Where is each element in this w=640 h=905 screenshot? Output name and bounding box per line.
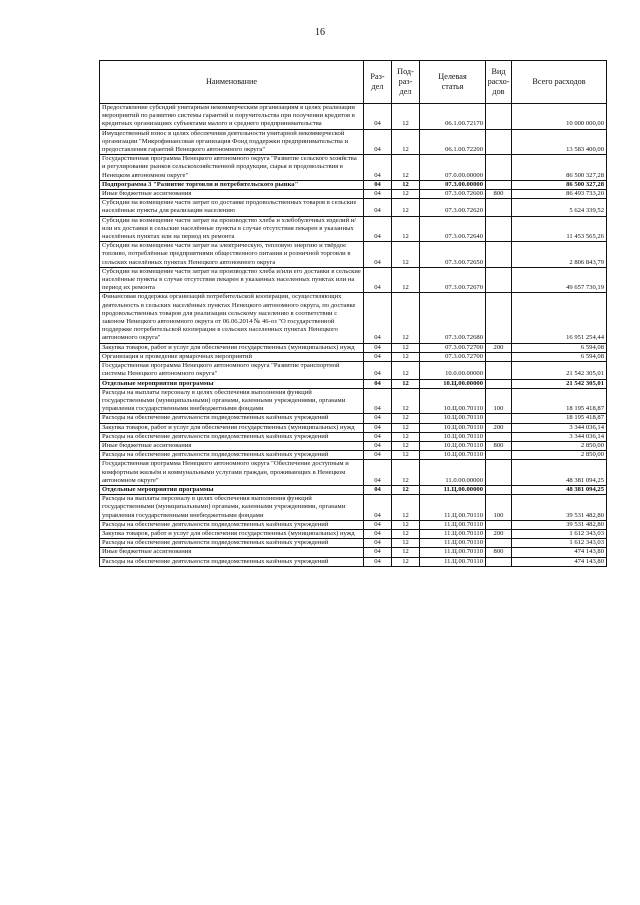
table-row bbox=[100, 190, 607, 199]
row-name-cell: Отдельные мероприятия программы bbox=[100, 485, 364, 494]
row-name-cell: Государственная программа Ненецкого автономного округа "Обеспечение доступным и комфортным жильём и коммунальными услугами граждан, проживающих в Ненецком автономном округе" bbox=[100, 460, 364, 486]
table-row bbox=[100, 267, 607, 293]
row-total-cell: 18 195 418,87 bbox=[512, 414, 607, 423]
row-name-cell: Имущественный взнос в целях обеспечения деятельности унитарной некоммерческой организации "Микрофинансовая организация Фонд поддержки предпринимательства и предоставления гарантий Ненецкого автономного округа" bbox=[100, 129, 364, 155]
row-target-cell: 07.3.00.72700 bbox=[420, 343, 486, 352]
table-row bbox=[100, 423, 607, 432]
row-target-cell: 11.Ц.00.70110 bbox=[420, 529, 486, 538]
row-total-cell: 3 344 036,14 bbox=[512, 423, 607, 432]
row-podrazdel-cell: 12 bbox=[392, 520, 420, 529]
row-total-cell: 16 951 254,44 bbox=[512, 293, 607, 343]
row-name-cell: Расходы на обеспечение деятельности подведомственных казённых учреждений bbox=[100, 557, 364, 566]
column-header-podrazdel: Под- раз- дел bbox=[392, 61, 420, 104]
column-header-target: Целевая статья bbox=[420, 61, 486, 104]
row-razdel-cell: 04 bbox=[364, 520, 392, 529]
row-razdel-cell: 04 bbox=[364, 293, 392, 343]
row-total-cell: 86 500 327,28 bbox=[512, 180, 607, 189]
row-vid-cell bbox=[486, 267, 512, 293]
row-podrazdel-cell: 12 bbox=[392, 557, 420, 566]
row-total-cell: 86 493 733,20 bbox=[512, 190, 607, 199]
table-row bbox=[100, 432, 607, 441]
row-target-cell: 10.Ц.00.70110 bbox=[420, 414, 486, 423]
table-row bbox=[100, 379, 607, 388]
table-row bbox=[100, 242, 607, 268]
row-name-cell: Закупка товаров, работ и услуг для обеспечения государственных (муниципальных) нужд bbox=[100, 343, 364, 352]
row-total-cell: 11 453 565,26 bbox=[512, 216, 607, 242]
row-podrazdel-cell: 12 bbox=[392, 242, 420, 268]
row-podrazdel-cell: 12 bbox=[392, 129, 420, 155]
row-podrazdel-cell: 12 bbox=[392, 485, 420, 494]
row-razdel-cell: 04 bbox=[364, 180, 392, 189]
row-target-cell: 11.0.00.00000 bbox=[420, 460, 486, 486]
table-row bbox=[100, 414, 607, 423]
row-total-cell: 474 143,80 bbox=[512, 548, 607, 557]
table-row bbox=[100, 104, 607, 130]
row-podrazdel-cell: 12 bbox=[392, 495, 420, 521]
row-podrazdel-cell: 12 bbox=[392, 352, 420, 361]
row-name-cell: Субсидии на возмещение части затрат на производство хлеба и хлебобулочных изделий и/или их доставки в сельские населённые пункты в случае отсутствия пекарен в указанных населённых пунктах или на период их ремонта bbox=[100, 216, 364, 242]
table-row bbox=[100, 362, 607, 379]
table-row bbox=[100, 343, 607, 352]
row-vid-cell: 800 bbox=[486, 190, 512, 199]
row-vid-cell: 100 bbox=[486, 495, 512, 521]
row-podrazdel-cell: 12 bbox=[392, 460, 420, 486]
row-vid-cell bbox=[486, 216, 512, 242]
row-total-cell: 6 594,08 bbox=[512, 352, 607, 361]
row-vid-cell bbox=[486, 485, 512, 494]
row-vid-cell bbox=[486, 155, 512, 181]
row-vid-cell: 200 bbox=[486, 423, 512, 432]
row-podrazdel-cell: 12 bbox=[392, 293, 420, 343]
row-vid-cell bbox=[486, 199, 512, 216]
row-vid-cell bbox=[486, 180, 512, 189]
row-vid-cell bbox=[486, 451, 512, 460]
row-podrazdel-cell: 12 bbox=[392, 362, 420, 379]
table-row bbox=[100, 495, 607, 521]
row-total-cell: 5 624 339,52 bbox=[512, 199, 607, 216]
row-podrazdel-cell: 12 bbox=[392, 190, 420, 199]
row-target-cell: 11.Ц.00.70110 bbox=[420, 520, 486, 529]
row-total-cell: 1 612 343,03 bbox=[512, 529, 607, 538]
row-razdel-cell: 04 bbox=[364, 548, 392, 557]
table-row bbox=[100, 520, 607, 529]
row-razdel-cell: 04 bbox=[364, 441, 392, 450]
table-row bbox=[100, 216, 607, 242]
row-podrazdel-cell: 12 bbox=[392, 267, 420, 293]
row-vid-cell bbox=[486, 557, 512, 566]
row-razdel-cell: 04 bbox=[364, 529, 392, 538]
row-podrazdel-cell: 12 bbox=[392, 529, 420, 538]
row-name-cell: Иные бюджетные ассигнования bbox=[100, 190, 364, 199]
row-podrazdel-cell: 12 bbox=[392, 379, 420, 388]
row-podrazdel-cell: 12 bbox=[392, 432, 420, 441]
row-podrazdel-cell: 12 bbox=[392, 199, 420, 216]
row-podrazdel-cell: 12 bbox=[392, 180, 420, 189]
row-target-cell: 11.Ц.00.70110 bbox=[420, 539, 486, 548]
row-razdel-cell: 04 bbox=[364, 242, 392, 268]
column-header-name: Наименование bbox=[100, 61, 364, 104]
row-name-cell: Подпрограмма 3 "Развитие торговли и потребительского рынка" bbox=[100, 180, 364, 189]
row-name-cell: Закупка товаров, работ и услуг для обеспечения государственных (муниципальных) нужд bbox=[100, 423, 364, 432]
row-name-cell: Предоставление субсидий унитарным некоммерческим организациям в целях реализации мероприятий по развитию системы гарантий и поручительства при получении кредитов в кредитных организациях субъектами малого и среднего предпринимательства bbox=[100, 104, 364, 130]
row-name-cell: Закупка товаров, работ и услуг для обеспечения государственных (муниципальных) нужд bbox=[100, 529, 364, 538]
row-total-cell: 1 612 343,03 bbox=[512, 539, 607, 548]
row-name-cell: Субсидии на возмещение части затрат на производство хлеба и/или его доставки в сельские населённые пункты в случае отсутствия пекарен в указанных населенных пунктах или на период их ремонта bbox=[100, 267, 364, 293]
column-header-vid: Вид расхо- дов bbox=[486, 61, 512, 104]
row-total-cell: 13 583 400,00 bbox=[512, 129, 607, 155]
row-target-cell: 11.Ц.00.70110 bbox=[420, 548, 486, 557]
row-total-cell: 2 850,00 bbox=[512, 441, 607, 450]
row-vid-cell bbox=[486, 432, 512, 441]
row-vid-cell bbox=[486, 129, 512, 155]
table-row bbox=[100, 557, 607, 566]
row-razdel-cell: 04 bbox=[364, 451, 392, 460]
row-vid-cell: 800 bbox=[486, 441, 512, 450]
table-row bbox=[100, 155, 607, 181]
row-vid-cell: 200 bbox=[486, 529, 512, 538]
row-name-cell: Иные бюджетные ассигнования bbox=[100, 441, 364, 450]
row-razdel-cell: 04 bbox=[364, 190, 392, 199]
row-podrazdel-cell: 12 bbox=[392, 388, 420, 414]
row-total-cell: 2 806 843,79 bbox=[512, 242, 607, 268]
row-target-cell: 07.3.00.00000 bbox=[420, 180, 486, 189]
row-vid-cell: 800 bbox=[486, 548, 512, 557]
row-name-cell: Расходы на обеспечение деятельности подведомственных казённых учреждений bbox=[100, 432, 364, 441]
row-vid-cell bbox=[486, 414, 512, 423]
row-name-cell: Субсидии на возмещение части затрат на электрическую, тепловую энергию и твёрдое топливо, потреблённые предприятиями общественного питания и розничной торговли в сельских населённых пунктах Ненецкого автономного округа bbox=[100, 242, 364, 268]
row-vid-cell bbox=[486, 293, 512, 343]
row-vid-cell bbox=[486, 539, 512, 548]
row-name-cell: Расходы на выплаты персоналу в целях обеспечения выполнения функций государственными (муниципальными) органами, казенными учреждениями, органами управления государственными внебюджетными фондами bbox=[100, 388, 364, 414]
row-name-cell: Отдельные мероприятия программы bbox=[100, 379, 364, 388]
row-podrazdel-cell: 12 bbox=[392, 104, 420, 130]
row-razdel-cell: 04 bbox=[364, 539, 392, 548]
row-target-cell: 06.1.00.72170 bbox=[420, 104, 486, 130]
table-row bbox=[100, 485, 607, 494]
row-vid-cell: 100 bbox=[486, 388, 512, 414]
row-name-cell: Расходы на обеспечение деятельности подведомственных казённых учреждений bbox=[100, 520, 364, 529]
row-podrazdel-cell: 12 bbox=[392, 548, 420, 557]
row-target-cell: 07.3.00.72640 bbox=[420, 216, 486, 242]
row-target-cell: 10.Ц.00.70110 bbox=[420, 388, 486, 414]
row-podrazdel-cell: 12 bbox=[392, 155, 420, 181]
column-header-razdel: Раз- дел bbox=[364, 61, 392, 104]
row-target-cell: 06.1.00.72200 bbox=[420, 129, 486, 155]
row-razdel-cell: 04 bbox=[364, 155, 392, 181]
row-podrazdel-cell: 12 bbox=[392, 216, 420, 242]
row-razdel-cell: 04 bbox=[364, 423, 392, 432]
table-row bbox=[100, 352, 607, 361]
row-target-cell: 07.3.00.72680 bbox=[420, 293, 486, 343]
table-header-row bbox=[100, 61, 607, 104]
row-razdel-cell: 04 bbox=[364, 362, 392, 379]
row-razdel-cell: 04 bbox=[364, 485, 392, 494]
row-razdel-cell: 04 bbox=[364, 199, 392, 216]
row-razdel-cell: 04 bbox=[364, 267, 392, 293]
row-razdel-cell: 04 bbox=[364, 379, 392, 388]
row-total-cell: 86 500 327,28 bbox=[512, 155, 607, 181]
row-razdel-cell: 04 bbox=[364, 388, 392, 414]
row-podrazdel-cell: 12 bbox=[392, 539, 420, 548]
row-podrazdel-cell: 12 bbox=[392, 441, 420, 450]
row-target-cell: 10.Ц.00.00000 bbox=[420, 379, 486, 388]
row-podrazdel-cell: 12 bbox=[392, 343, 420, 352]
row-total-cell: 21 542 305,01 bbox=[512, 379, 607, 388]
row-razdel-cell: 04 bbox=[364, 216, 392, 242]
row-razdel-cell: 04 bbox=[364, 352, 392, 361]
row-target-cell: 07.3.00.72670 bbox=[420, 267, 486, 293]
row-razdel-cell: 04 bbox=[364, 414, 392, 423]
table-row bbox=[100, 441, 607, 450]
row-total-cell: 48 381 094,25 bbox=[512, 485, 607, 494]
row-total-cell: 6 594,08 bbox=[512, 343, 607, 352]
row-target-cell: 07.0.00.00000 bbox=[420, 155, 486, 181]
row-target-cell: 10.0.00.00000 bbox=[420, 362, 486, 379]
table-row bbox=[100, 180, 607, 189]
row-vid-cell: 200 bbox=[486, 343, 512, 352]
row-target-cell: 07.3.00.72650 bbox=[420, 242, 486, 268]
row-target-cell: 10.Ц.00.70110 bbox=[420, 423, 486, 432]
table-row bbox=[100, 388, 607, 414]
page-number: 16 bbox=[315, 27, 325, 38]
row-target-cell: 10.Ц.00.70110 bbox=[420, 451, 486, 460]
row-vid-cell bbox=[486, 104, 512, 130]
row-name-cell: Субсидии на возмещение части затрат по доставке продовольственных товаров в сельские населённые пункты для реализации населению bbox=[100, 199, 364, 216]
row-total-cell: 21 542 305,01 bbox=[512, 362, 607, 379]
row-total-cell: 18 195 418,87 bbox=[512, 388, 607, 414]
row-podrazdel-cell: 12 bbox=[392, 451, 420, 460]
row-target-cell: 10.Ц.00.70110 bbox=[420, 432, 486, 441]
row-name-cell: Расходы на обеспечение деятельности подведомственных казённых учреждений bbox=[100, 539, 364, 548]
row-name-cell: Иные бюджетные ассигнования bbox=[100, 548, 364, 557]
table-row bbox=[100, 548, 607, 557]
row-name-cell: Организация и проведение ярмарочных мероприятий bbox=[100, 352, 364, 361]
row-total-cell: 2 850,00 bbox=[512, 451, 607, 460]
row-razdel-cell: 04 bbox=[364, 460, 392, 486]
row-target-cell: 11.Ц.00.00000 bbox=[420, 485, 486, 494]
row-razdel-cell: 04 bbox=[364, 557, 392, 566]
row-name-cell: Финансовая поддержка организаций потребительской кооперации, осуществляющих деятельность в сельских населённых пунктах Ненецкого автономного округа, по доставке продовольственных товаров для реализации сельскому населению в соответствии с законом Ненецкого автономного округа от 06.06.2014 № 46-оз "О государственной поддержке потребительской кооперации в сельских населенных пунктах Ненецкого автономного округа" bbox=[100, 293, 364, 343]
row-name-cell: Расходы на обеспечение деятельности подведомственных казённых учреждений bbox=[100, 414, 364, 423]
row-total-cell: 3 344 036,14 bbox=[512, 432, 607, 441]
row-name-cell: Государственная программа Ненецкого автономного округа "Развитие транспортной системы Ненецкого автономного округа" bbox=[100, 362, 364, 379]
row-total-cell: 39 531 482,80 bbox=[512, 520, 607, 529]
row-vid-cell bbox=[486, 520, 512, 529]
row-total-cell: 474 143,80 bbox=[512, 557, 607, 566]
row-razdel-cell: 04 bbox=[364, 343, 392, 352]
table-row bbox=[100, 529, 607, 538]
row-razdel-cell: 04 bbox=[364, 495, 392, 521]
row-target-cell: 07.3.00.72620 bbox=[420, 199, 486, 216]
row-vid-cell bbox=[486, 242, 512, 268]
row-target-cell: 10.Ц.00.70110 bbox=[420, 441, 486, 450]
table-row bbox=[100, 293, 607, 343]
table-row bbox=[100, 539, 607, 548]
row-vid-cell bbox=[486, 460, 512, 486]
row-total-cell: 48 381 094,25 bbox=[512, 460, 607, 486]
row-total-cell: 39 531 482,80 bbox=[512, 495, 607, 521]
row-name-cell: Государственная программа Ненецкого автономного округа "Развитие сельского хозяйства и регулирование рынков сельскохозяйственной продукции, сырья и продовольствия в Ненецком автономном округе" bbox=[100, 155, 364, 181]
budget-expenditure-table bbox=[99, 60, 607, 567]
row-vid-cell bbox=[486, 379, 512, 388]
table-row bbox=[100, 460, 607, 486]
row-podrazdel-cell: 12 bbox=[392, 423, 420, 432]
row-razdel-cell: 04 bbox=[364, 104, 392, 130]
row-name-cell: Расходы на обеспечение деятельности подведомственных казённых учреждений bbox=[100, 451, 364, 460]
row-vid-cell bbox=[486, 362, 512, 379]
table-row bbox=[100, 129, 607, 155]
row-target-cell: 07.3.00.72600 bbox=[420, 190, 486, 199]
table-row bbox=[100, 451, 607, 460]
row-total-cell: 49 657 730,19 bbox=[512, 267, 607, 293]
column-header-total: Всего расходов bbox=[512, 61, 607, 104]
row-target-cell: 07.3.00.72700 bbox=[420, 352, 486, 361]
table-row bbox=[100, 199, 607, 216]
row-razdel-cell: 04 bbox=[364, 129, 392, 155]
row-vid-cell bbox=[486, 352, 512, 361]
row-total-cell: 10 000 000,00 bbox=[512, 104, 607, 130]
row-target-cell: 11.Ц.00.70110 bbox=[420, 557, 486, 566]
row-razdel-cell: 04 bbox=[364, 432, 392, 441]
row-target-cell: 11.Ц.00.70110 bbox=[420, 495, 486, 521]
row-podrazdel-cell: 12 bbox=[392, 414, 420, 423]
row-name-cell: Расходы на выплаты персоналу в целях обеспечения выполнения функций государственными (муниципальными) органами, казенными учреждениями, органами управления государственными внебюджетными фондами bbox=[100, 495, 364, 521]
